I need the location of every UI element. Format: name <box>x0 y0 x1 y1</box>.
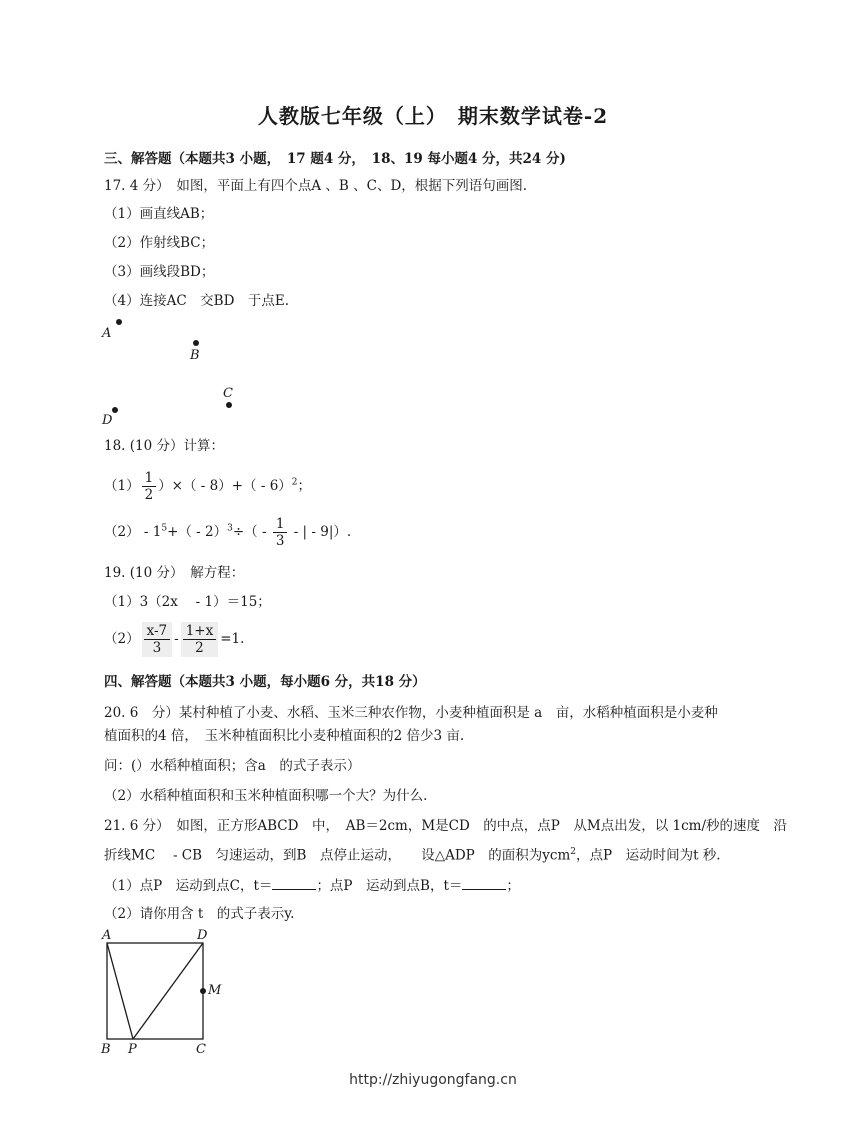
fraction-one-third: $\frac{1}{3}$ <box>273 516 288 549</box>
q21-line3: （1）点P 运动到点C，t＝ ；点P 运动到点B，t＝ ； <box>104 878 520 894</box>
q20-line3: 问：(）水稻种植面积；含a 的式子表示） <box>104 758 361 774</box>
q18-part1: （1） $\frac{1}{2}$ ）×（ - 8）+（ - 6）$^2$； <box>104 470 312 503</box>
q17-stem: 17. 4 分） 如图，平面上有四个点A 、B 、C、D，根据下列语句画图. <box>104 178 528 194</box>
section4-heading: 四、解答题（本题共3 小题，每小题6 分，共18 分） <box>104 674 426 690</box>
q21-line2: 折线MC - CB 匀速运动，到B 点停止运动， 设△ADP 的面积为ycm$^2$，点P 运动时间为t 秒. <box>104 847 721 864</box>
q19-part2: （2） $\frac{x-7}{3}$ - $\frac{1+x}{2}$ =1. <box>104 623 245 656</box>
square-label-p: P <box>128 1042 137 1057</box>
square-label-a: A <box>102 928 112 943</box>
q18-stem: 18. (10 分）计算： <box>104 438 224 454</box>
point-c <box>226 402 232 408</box>
q19-stem: 19. (10 分） 解方程： <box>104 565 245 581</box>
point-b-label: B <box>190 348 200 363</box>
fraction-x-minus-7: $\frac{x-7}{3}$ <box>142 622 173 657</box>
section3-heading: 三、解答题（本题共3 小题， 17 题4 分， 18、19 每小题4 分，共24 分) <box>104 151 566 167</box>
q17-item-3: （3）画线段BD； <box>104 264 215 280</box>
square-label-b: B <box>101 1042 111 1057</box>
square-label-c: C <box>196 1042 206 1057</box>
q17-item-2: （2）作射线BC； <box>104 235 215 251</box>
q20-line2: 植面积的4 倍， 玉米种植面积比小麦种植面积的2 倍少3 亩. <box>104 728 465 744</box>
page-title: 人教版七年级（上） 期末数学试卷-2 <box>257 104 609 128</box>
answer-blank-b[interactable] <box>462 877 506 890</box>
q20-line1: 20. 6 分）某村种植了小麦、水稻、玉米三种农作物，小麦种植面积是 a 亩，水稻种植面积是小麦种 <box>104 705 718 721</box>
point-d-label: D <box>102 413 113 428</box>
q17-item-4: （4）连接AC 交BD 于点E. <box>104 293 290 309</box>
footer-url[interactable]: http://zhiyugongfang.cn <box>349 1072 517 1088</box>
answer-blank-c[interactable] <box>272 877 316 890</box>
q21-line1: 21. 6 分） 如图，正方形ABCD 中， AB＝2cm，M是CD 的中点，点P 从M点出发，以 1cm/秒的速度 沿 <box>104 818 788 834</box>
q17-item-1: （1）画直线AB； <box>104 206 214 222</box>
point-a <box>116 319 122 325</box>
point-a-label: A <box>102 326 112 341</box>
square-label-m: M <box>208 983 222 998</box>
square-label-d: D <box>197 928 208 943</box>
q21-line4: （2）请你用含 t 的式子表示y. <box>104 906 295 922</box>
q19-part1: （1）3（2x - 1）＝15； <box>104 594 271 610</box>
fraction-1-plus-x: $\frac{1+x}{2}$ <box>181 622 219 657</box>
point-c-label: C <box>223 386 233 401</box>
q20-line4: （2）水稻种植面积和玉米种植面积哪一个大？为什么. <box>104 788 428 804</box>
point-b <box>193 340 199 346</box>
point-d <box>112 407 118 413</box>
q18-part2: $(2) - 1^5+( - 2)^3\div$（ - $\frac{1}{3}$ - | - 9|）. <box>104 516 352 549</box>
fraction-one-half: $\frac{1}{2}$ <box>142 470 157 503</box>
